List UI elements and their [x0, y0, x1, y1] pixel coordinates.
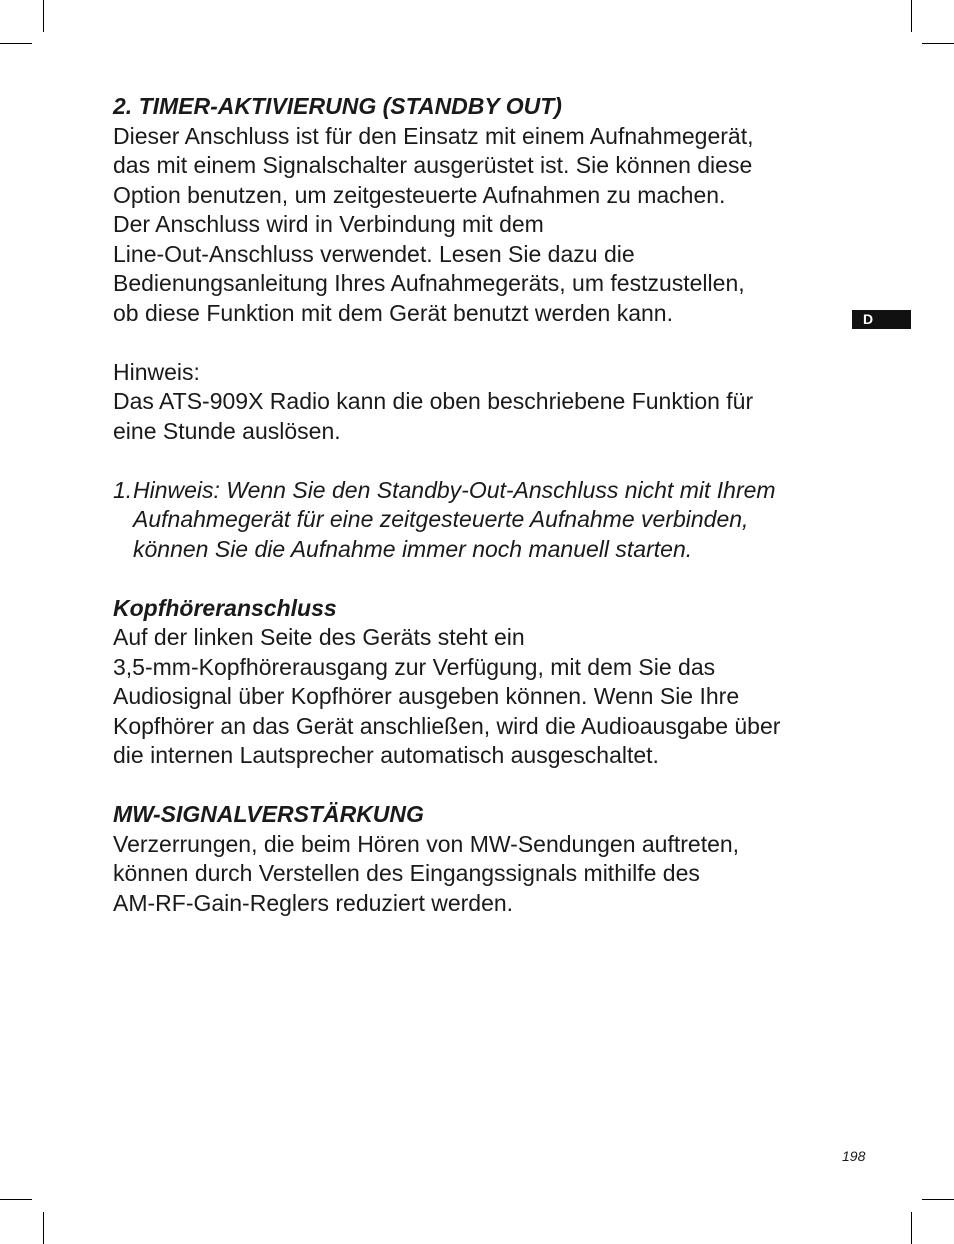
- section-heading-timer: 2. TIMER-AKTIVIERUNG (STANDBY OUT): [113, 93, 562, 119]
- paragraph-line: Audiosignal über Kopfhörer ausgeben können. Wenn Sie Ihre: [113, 683, 740, 709]
- paragraph-line: das mit einem Signalschalter ausgerüstet ist. Sie können diese: [113, 152, 753, 178]
- language-tab: D: [852, 310, 911, 329]
- paragraph-line: 3,5-mm-Kopfhörerausgang zur Verfügung, mit dem Sie das: [113, 653, 716, 680]
- note-number: 1.: [113, 476, 133, 503]
- crop-mark-bottom-right-horizontal: [922, 1199, 954, 1200]
- note-line: können Sie die Aufnahme immer noch manuell starten.: [133, 535, 693, 562]
- page-content: [113, 92, 843, 918]
- spacer: [113, 328, 843, 358]
- note-line: Hinweis: Wenn Sie den Standby-Out-Anschluss nicht mit Ihrem: [133, 476, 776, 503]
- paragraph-line: Kopfhörer an das Gerät anschließen, wird die Audioausgabe über: [113, 712, 781, 739]
- paragraph-line: eine Stunde auslösen.: [113, 417, 341, 444]
- paragraph-line: Dieser Anschluss ist für den Einsatz mit einem Aufnahmegerät,: [113, 122, 754, 149]
- paragraph-line: Das ATS-909X Radio kann die oben beschriebene Funktion für: [113, 388, 754, 414]
- section-kopfhoerer: [113, 594, 843, 771]
- paragraph-line: können durch Verstellen des Eingangssignals mithilfe des: [113, 860, 700, 886]
- note-line: Aufnahmegerät für eine zeitgesteuerte Aufnahme verbinden,: [133, 506, 749, 532]
- paragraph-line: Option benutzen, um zeitgesteuerte Aufnahmen zu machen.: [113, 181, 726, 208]
- crop-mark-top-right-vertical: [911, 0, 912, 32]
- note-list-item: [113, 476, 843, 565]
- hinweis-label: Hinweis:: [113, 358, 200, 385]
- paragraph-line: Verzerrungen, die beim Hören von MW-Sendungen auftreten,: [113, 830, 740, 857]
- paragraph-line: ob diese Funktion mit dem Gerät benutzt werden kann.: [113, 299, 673, 326]
- paragraph-line: Line-Out-Anschluss verwendet. Lesen Sie dazu die: [113, 240, 635, 267]
- section-heading-kopfhoerer: Kopfhöreranschluss: [113, 594, 337, 621]
- crop-mark-bottom-left-horizontal: [0, 1199, 32, 1200]
- section-heading-mw: MW-SIGNALVERSTÄRKUNG: [113, 801, 424, 827]
- spacer: [113, 771, 843, 801]
- crop-mark-top-left-horizontal: [0, 43, 32, 44]
- paragraph-line: Bedienungsanleitung Ihres Aufnahmegeräts, um festzustellen,: [113, 270, 745, 296]
- page-number: 198: [842, 1148, 866, 1164]
- paragraph-line: AM-RF-Gain-Reglers reduziert werden.: [113, 889, 514, 916]
- crop-mark-top-left-vertical: [43, 0, 44, 32]
- section-hinweis: [113, 358, 843, 447]
- crop-mark-top-right-horizontal: [922, 43, 954, 44]
- paragraph-line: die internen Lautsprecher automatisch ausgeschaltet.: [113, 742, 659, 768]
- spacer: [113, 564, 843, 594]
- crop-mark-bottom-left-vertical: [43, 1212, 44, 1244]
- section-mw: [113, 800, 843, 918]
- section-timer: [113, 92, 843, 328]
- paragraph-line: Der Anschluss wird in Verbindung mit dem: [113, 211, 544, 237]
- crop-mark-bottom-right-vertical: [911, 1212, 912, 1244]
- paragraph-line: Auf der linken Seite des Geräts steht ein: [113, 624, 525, 650]
- spacer: [113, 446, 843, 476]
